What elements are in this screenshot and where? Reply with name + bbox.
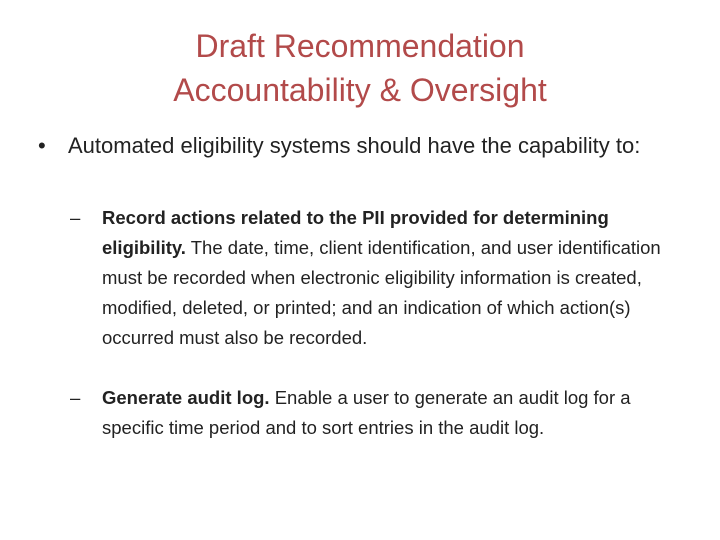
sub-bullet-body: The date, time, client identification, and user identification must be recorded when electronic eligibility information is created, modified, deleted, or printed; and an indication of which action(s) occurred must also be recorded. bbox=[102, 237, 661, 348]
title-line-2: Accountability & Oversight bbox=[173, 72, 547, 108]
sub-bullet-text bbox=[102, 383, 690, 443]
sub-bullet-text bbox=[102, 203, 690, 353]
sub-bullet-audit-log bbox=[70, 383, 690, 443]
sub-bullet-heading: Generate audit log. bbox=[102, 387, 270, 408]
sub-bullet-record-actions bbox=[70, 203, 690, 353]
bullet-marker: • bbox=[38, 133, 46, 158]
main-bullet bbox=[38, 132, 678, 160]
sub-bullet-body: Enable a user to generate an audit log for a specific time period and to sort entries in the audit log. bbox=[102, 387, 631, 438]
dash-marker: – bbox=[70, 387, 81, 408]
main-bullet-text: Automated eligibility systems should have the capability to: bbox=[68, 133, 641, 158]
dash-marker: – bbox=[70, 207, 81, 228]
sub-bullet-heading: Record actions related to the PII provided for determining eligibility. bbox=[102, 207, 609, 258]
title-line-1: Draft Recommendation bbox=[195, 28, 525, 64]
slide-title bbox=[60, 24, 660, 112]
